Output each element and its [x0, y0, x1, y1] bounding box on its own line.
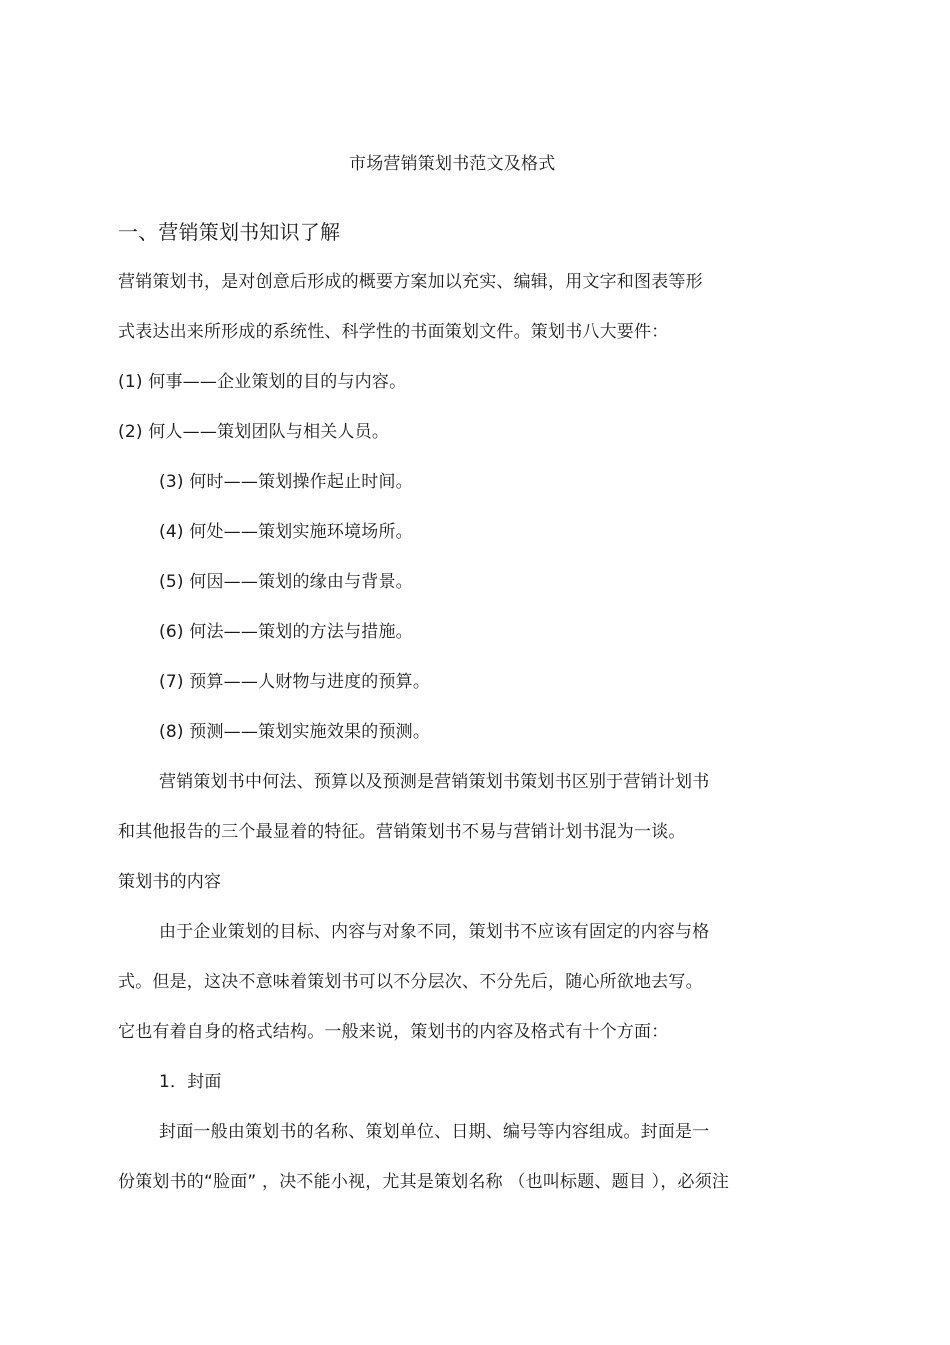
intro-paragraph-line-2: 式表达出来所形成的系统性、科学性的书面策划文件。策划书八大要件：: [118, 322, 669, 342]
element-item-3: (3) 何时——策划操作起止时间。: [159, 472, 413, 492]
cover-paragraph-line-2: 份策划书的“脸面” ，决不能小视，尤其是策划名称 （也叫标题、题目 ），必须注: [118, 1172, 730, 1192]
element-item-2: (2) 何人——策划团队与相关人员。: [118, 422, 390, 442]
element-item-5: (5) 何因——策划的缘由与背景。: [159, 572, 413, 592]
intro-paragraph-line-1: 营销策划书，是对创意后形成的概要方案加以充实、编辑，用文字和图表等形: [118, 272, 703, 292]
cover-paragraph-line-1: 封面一般由策划书的名称、策划单位、日期、编号等内容组成。封面是一: [159, 1122, 710, 1142]
element-item-6: (6) 何法——策划的方法与措施。: [159, 622, 413, 642]
content-paragraph-line-2: 式。但是，这决不意味着策划书可以不分层次、不分先后，随心所欲地去写。: [118, 972, 703, 992]
feature-paragraph-line-2: 和其他报告的三个最显着的特征。营销策划书不易与营销计划书混为一谈。: [118, 822, 686, 842]
content-paragraph-line-1: 由于企业策划的目标、内容与对象不同，策划书不应该有固定的内容与格: [159, 922, 710, 942]
feature-paragraph-line-1: 营销策划书中何法、预算以及预测是营销策划书策划书区别于营销计划书: [159, 772, 710, 792]
cover-subheading: 1．封面: [159, 1072, 222, 1092]
section-heading-knowledge: 一、营销策划书知识了解: [118, 220, 341, 244]
content-paragraph-line-3: 它也有着自身的格式结构。一般来说，策划书的内容及格式有十个方面：: [118, 1022, 669, 1042]
content-subheading: 策划书的内容: [118, 872, 222, 892]
element-item-1: (1) 何事——企业策划的目的与内容。: [118, 372, 407, 392]
document-title: 市场营销策划书范文及格式: [349, 154, 556, 174]
element-item-7: (7) 预算——人财物与进度的预算。: [159, 672, 431, 692]
element-item-4: (4) 何处——策划实施环境场所。: [159, 522, 413, 542]
element-item-8: (8) 预测——策划实施效果的预测。: [159, 722, 431, 742]
